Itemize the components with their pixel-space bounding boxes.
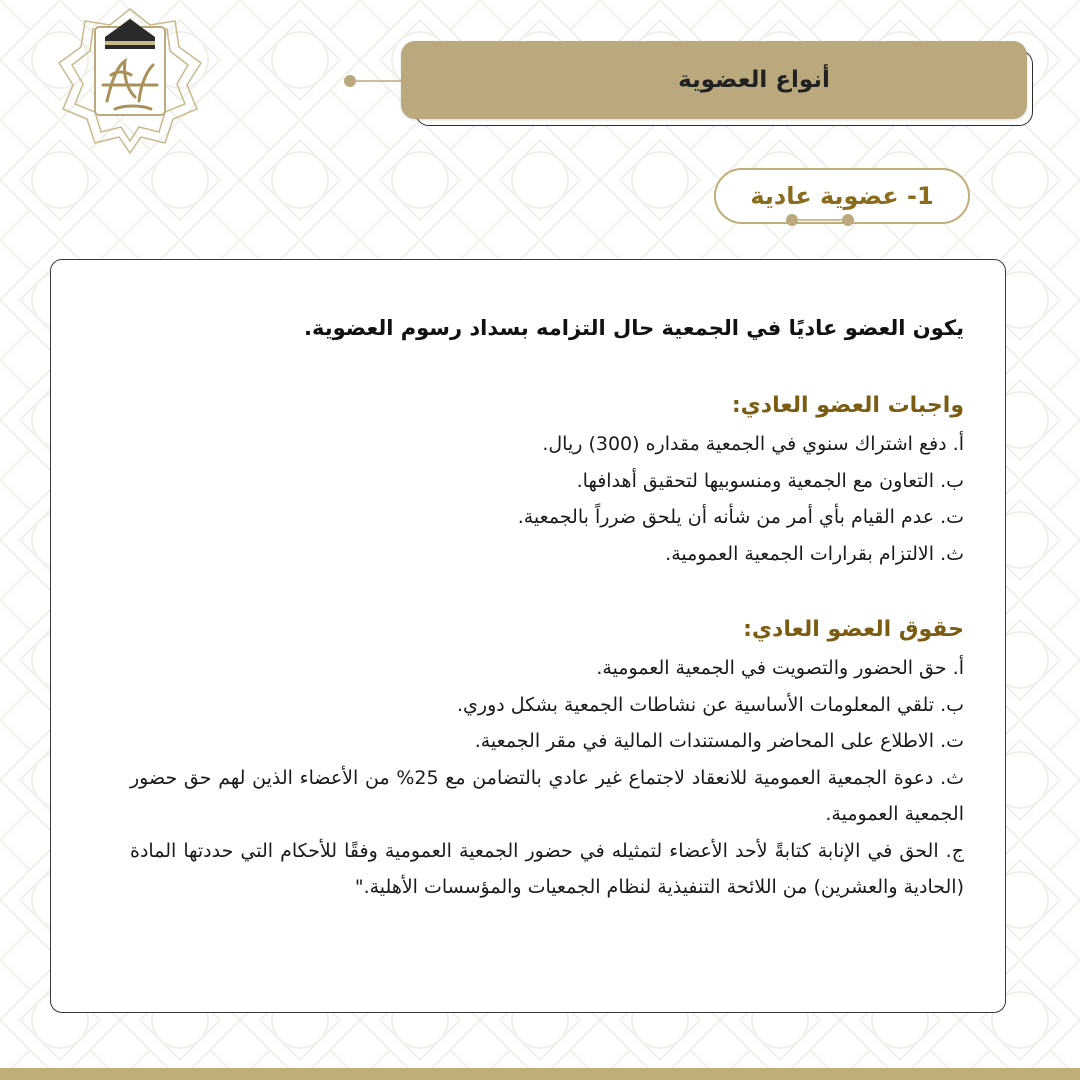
section-pill-dots bbox=[780, 210, 860, 230]
content-body bbox=[130, 306, 964, 906]
duty-item: ت. عدم القيام بأي أمر من شأنه أن يلحق ضرراً بالجمعية. bbox=[517, 506, 964, 528]
rights-heading: حقوق العضو العادي: bbox=[743, 617, 964, 642]
right-item: ت. الاطلاع على المحاضر والمستندات المالية في مقر الجمعية. bbox=[474, 730, 964, 752]
duties-heading: واجبات العضو العادي: bbox=[731, 393, 964, 418]
page-title: أنواع العضوية bbox=[678, 67, 830, 93]
duty-item: أ. دفع اشتراك سنوي في الجمعية مقداره (300) ريال. bbox=[542, 433, 964, 455]
header-connector-line bbox=[343, 73, 403, 89]
right-item: ث. دعوة الجمعية العمومية للانعقاد لاجتماع غير عادي بالتضامن مع 25% من الأعضاء الذين لهم حق حضور الجمعية العمومية. bbox=[130, 766, 964, 825]
right-item: أ. حق الحضور والتصويت في الجمعية العمومية. bbox=[596, 657, 964, 679]
header-banner bbox=[401, 41, 1027, 119]
right-item: ج. الحق في الإنابة كتابةً لأحد الأعضاء لتمثيله في حضور الجمعية العمومية وفقًا للأحكام التي حددتها المادة (الحادية والعشرين) من اللائحة التنفيذية لنظام الجمعيات والمؤسسات الأهلية." bbox=[130, 839, 964, 898]
right-item: ب. تلقي المعلومات الأساسية عن نشاطات الجمعية بشكل دوري. bbox=[457, 693, 964, 716]
intro-text: يكون العضو عاديًا في الجمعية حال التزامه بسداد رسوم العضوية. bbox=[304, 316, 964, 340]
bottom-accent-bar bbox=[0, 1068, 1080, 1080]
kaaba-calligraphy-logo bbox=[55, 5, 205, 155]
duty-item: ب. التعاون مع الجمعية ومنسوبيها لتحقيق أهدافها. bbox=[576, 469, 964, 492]
section-title: 1- عضوية عادية bbox=[750, 182, 934, 210]
duty-item: ث. الالتزام بقرارات الجمعية العمومية. bbox=[665, 542, 964, 565]
